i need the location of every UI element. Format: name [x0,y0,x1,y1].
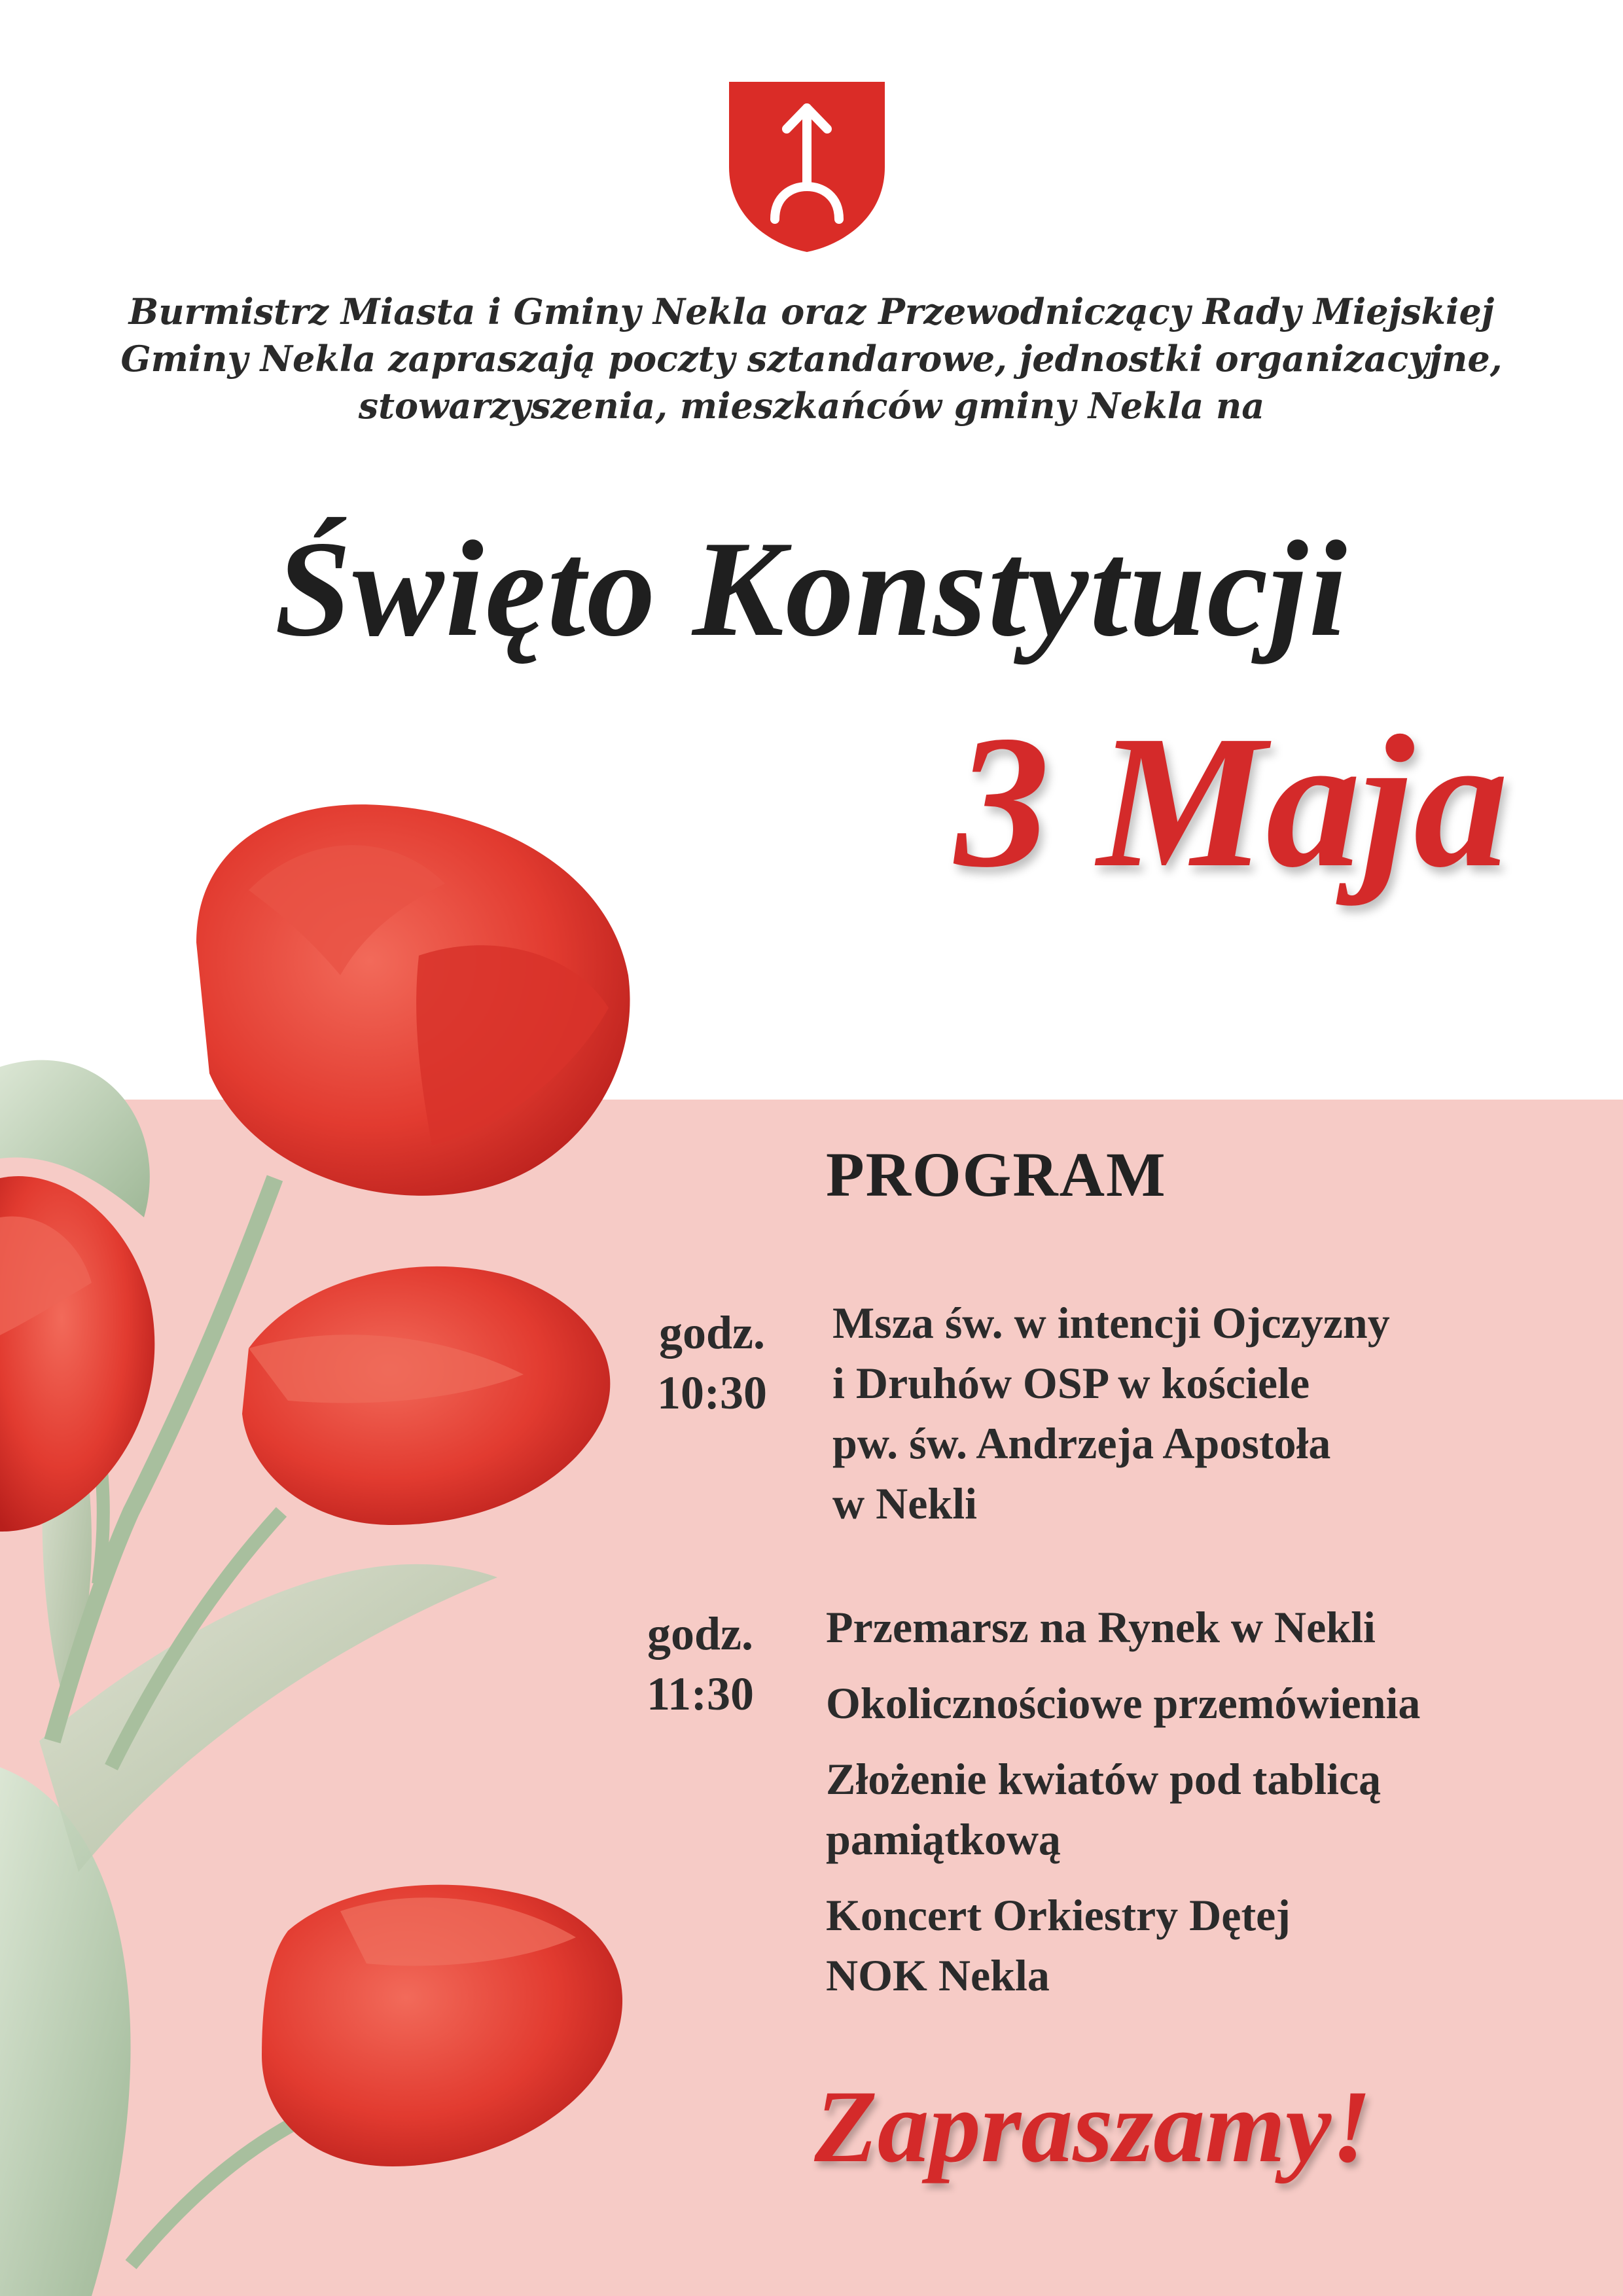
time-value: 11:30 [646,1668,754,1720]
schedule-item: pw. św. Andrzeja Apostoła [832,1418,1331,1468]
page-title: Święto Konstytucji [274,513,1349,665]
tulip-middle [242,1266,610,1525]
closing-invitation: Zapraszamy! [814,2070,1372,2184]
schedule-items [832,1293,1390,1534]
schedule-item: Okolicznościowe przemówienia [826,1678,1421,1728]
nekla-coat-of-arms [729,82,885,252]
schedule-item: Złożenie kwiatów pod tablicą [826,1754,1382,1804]
tulip-bottom [262,1885,622,2166]
time-label: godz. [647,1607,753,1660]
time-value: 10:30 [657,1367,767,1419]
schedule-item: w Nekli [832,1479,977,1528]
tulip-illustration [0,759,720,2296]
time-label: godz. [659,1306,765,1359]
schedule-time [615,1604,785,1724]
invitation-line: Gminy Nekla zapraszają poczty sztandarowe, jednostki organizacyjne, [120,338,1503,380]
schedule-item: Przemarsz na Rynek w Nekli [826,1602,1376,1652]
invitation-line: Burmistrz Miasta i Gminy Nekla oraz Przewodniczący Rady Miejskiej [128,291,1495,332]
tulip-top [196,804,630,1196]
schedule-item: NOK Nekla [826,1950,1050,2000]
leaf [0,1767,131,2296]
schedule-item: Koncert Orkiestry Dętej [826,1890,1291,1940]
schedule-item: pamiątkową [826,1814,1061,1864]
invitation-text [65,288,1558,429]
invitation-line: stowarzyszenia, mieszkańców gminy Nekla na [358,385,1265,427]
schedule-item: i Druhów OSP w kościele [832,1358,1310,1408]
tulip-left [0,1176,154,1532]
page-subtitle-date: 3 Maja [955,696,1508,906]
program-heading: PROGRAM [826,1139,1167,1210]
leaf [39,1564,497,1872]
schedule-time [627,1302,797,1423]
schedule-item: Msza św. w intencji Ojczyzny [832,1298,1390,1348]
schedule-items [826,1597,1420,2005]
